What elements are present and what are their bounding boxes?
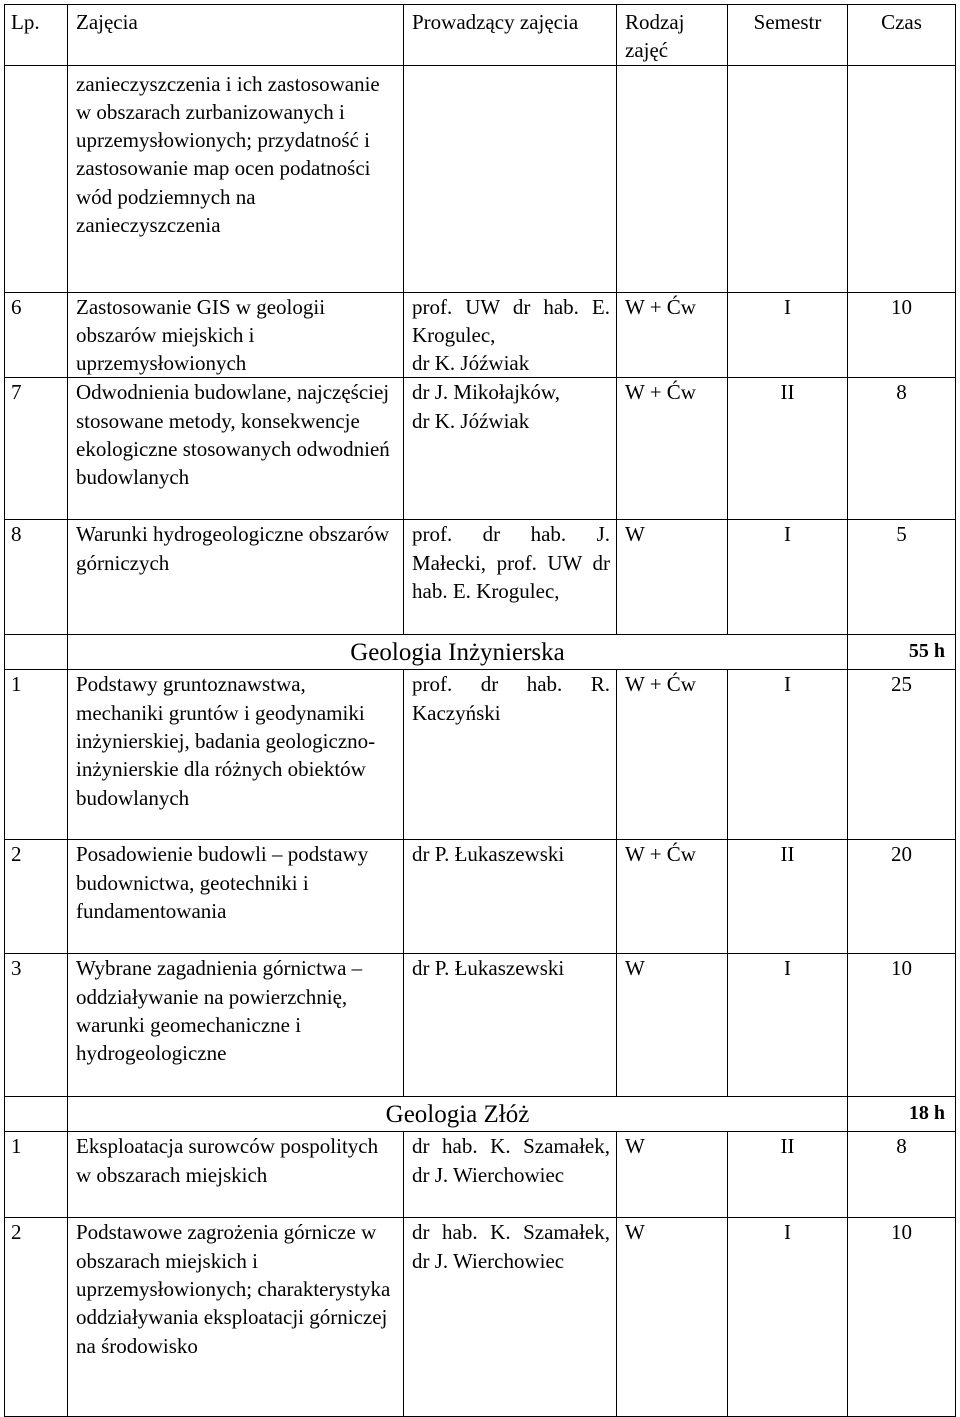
section-title: Geologia Inżynierska bbox=[68, 635, 848, 670]
header-czas: Czas bbox=[848, 5, 956, 66]
row-type: W + Ćw bbox=[617, 378, 728, 520]
table-row bbox=[5, 1218, 956, 1417]
row-semester: II bbox=[728, 840, 848, 954]
table-row bbox=[5, 840, 956, 954]
row-topic: Podstawy gruntoznawstwa, mechaniki gruntów i geodynamiki inżynierskiej, badania geologiczno-inżynierskie dla różnych obiektów budowlanych bbox=[68, 670, 404, 840]
row-topic: Eksploatacja surowców pospolitych w obszarach miejskich bbox=[68, 1132, 404, 1218]
section-spacer bbox=[5, 635, 68, 670]
row-lp bbox=[5, 65, 68, 292]
row-hours: 20 bbox=[848, 840, 956, 954]
row-type: W bbox=[617, 1132, 728, 1218]
row-lp: 2 bbox=[5, 1218, 68, 1417]
row-topic: Posadowienie budowli – podstawy budownictwa, geotechniki i fundamentowania bbox=[68, 840, 404, 954]
table-row bbox=[5, 954, 956, 1097]
row-topic: Odwodnienia budowlane, najczęściej stosowane metody, konsekwencje ekologiczne stosowanych odwodnień budowlanych bbox=[68, 378, 404, 520]
header-prowadzacy: Prowadzący zajęcia bbox=[404, 5, 617, 66]
row-hours: 10 bbox=[848, 292, 956, 378]
row-semester: I bbox=[728, 954, 848, 1097]
row-semester: I bbox=[728, 1218, 848, 1417]
row-lp: 8 bbox=[5, 520, 68, 635]
row-hours: 5 bbox=[848, 520, 956, 635]
table-row bbox=[5, 65, 956, 292]
table-row bbox=[5, 292, 956, 378]
section-row bbox=[5, 1097, 956, 1132]
row-lp: 6 bbox=[5, 292, 68, 378]
row-lecturer: dr hab. K. Szamałek, dr J. Wierchowiec bbox=[404, 1132, 617, 1218]
row-hours: 10 bbox=[848, 954, 956, 1097]
row-hours: 25 bbox=[848, 670, 956, 840]
table-row bbox=[5, 1132, 956, 1218]
course-table bbox=[4, 4, 956, 1417]
header-zajecia: Zajęcia bbox=[68, 5, 404, 66]
header-row bbox=[5, 5, 956, 66]
row-topic: zanieczyszczenia i ich zastosowanie w obszarach zurbanizowanych i uprzemysłowionych; przydatność i zastosowanie map ocen podatności wód podziemnych na zanieczyszczenia bbox=[68, 65, 404, 292]
row-type: W bbox=[617, 520, 728, 635]
row-lecturer bbox=[404, 65, 617, 292]
row-semester: II bbox=[728, 378, 848, 520]
row-lecturer: dr J. Mikołajków, dr K. Jóźwiak bbox=[404, 378, 617, 520]
section-row bbox=[5, 635, 956, 670]
row-lp: 7 bbox=[5, 378, 68, 520]
section-spacer bbox=[5, 1097, 68, 1132]
row-topic: Podstawowe zagrożenia górnicze w obszarach miejskich i uprzemysłowionych; charakterystyka oddziaływania eksploatacji górniczej na środowisko bbox=[68, 1218, 404, 1417]
row-topic: Warunki hydrogeologiczne obszarów górniczych bbox=[68, 520, 404, 635]
row-topic: Zastosowanie GIS w geologii obszarów miejskich i uprzemysłowionych bbox=[68, 292, 404, 378]
row-semester: I bbox=[728, 520, 848, 635]
section-title: Geologia Złóż bbox=[68, 1097, 848, 1132]
row-type: W + Ćw bbox=[617, 840, 728, 954]
row-type: W bbox=[617, 954, 728, 1097]
table-row bbox=[5, 520, 956, 635]
row-semester: I bbox=[728, 292, 848, 378]
header-lp: Lp. bbox=[5, 5, 68, 66]
table-row bbox=[5, 378, 956, 520]
row-type bbox=[617, 65, 728, 292]
row-lecturer: dr P. Łukaszewski bbox=[404, 840, 617, 954]
section-hours: 55 h bbox=[848, 635, 956, 670]
row-lp: 3 bbox=[5, 954, 68, 1097]
row-lp: 2 bbox=[5, 840, 68, 954]
table-row bbox=[5, 670, 956, 840]
row-semester: I bbox=[728, 670, 848, 840]
row-lecturer: dr P. Łukaszewski bbox=[404, 954, 617, 1097]
row-lp: 1 bbox=[5, 1132, 68, 1218]
row-type: W + Ćw bbox=[617, 670, 728, 840]
row-type: W bbox=[617, 1218, 728, 1417]
row-semester: II bbox=[728, 1132, 848, 1218]
row-hours bbox=[848, 65, 956, 292]
row-lecturer: prof. dr hab. R. Kaczyński bbox=[404, 670, 617, 840]
row-lecturer: prof. UW dr hab. E. Krogulec, dr K. Jóźwiak bbox=[404, 292, 617, 378]
row-semester bbox=[728, 65, 848, 292]
row-lecturer: prof. dr hab. J. Małecki, prof. UW dr hab. E. Krogulec, bbox=[404, 520, 617, 635]
section-hours: 18 h bbox=[848, 1097, 956, 1132]
row-hours: 8 bbox=[848, 378, 956, 520]
row-hours: 10 bbox=[848, 1218, 956, 1417]
row-type: W + Ćw bbox=[617, 292, 728, 378]
header-rodzaj: Rodzaj zajęć bbox=[617, 5, 728, 66]
header-semestr: Semestr bbox=[728, 5, 848, 66]
row-lp: 1 bbox=[5, 670, 68, 840]
row-topic: Wybrane zagadnienia górnictwa – oddziaływanie na powierzchnię, warunki geomechaniczne i hydrogeologiczne bbox=[68, 954, 404, 1097]
row-lecturer: dr hab. K. Szamałek, dr J. Wierchowiec bbox=[404, 1218, 617, 1417]
row-hours: 8 bbox=[848, 1132, 956, 1218]
